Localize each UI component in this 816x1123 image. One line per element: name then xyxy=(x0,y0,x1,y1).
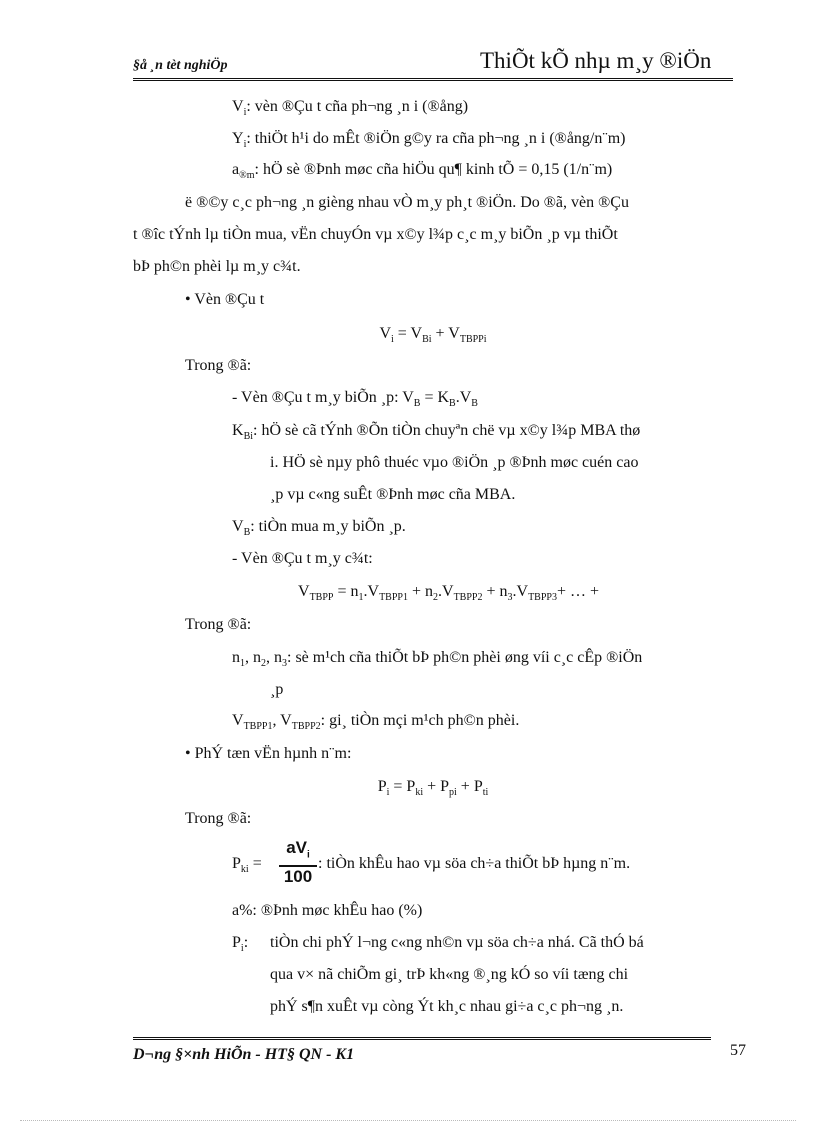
header-left-title: §å ¸n tèt nghiÖp xyxy=(133,58,228,73)
pki-description: : tiÒn khÊu hao vµ söa ch÷a thiÕt bÞ hµng n¨m. xyxy=(318,855,631,872)
page-number: 57 xyxy=(730,1042,746,1059)
def-vi: $V_i$: vèn ®Çu t cña ph¬ng ¸n i (®ång) xyxy=(232,98,469,119)
trong-do-1: Trong ®ã: xyxy=(185,357,252,374)
pki-lhs: $P_{ki}$ = xyxy=(232,855,262,876)
bullet-operating-cost: • PhÝ tæn vËn hµnh n¨m: xyxy=(185,745,352,762)
def-kbi-line-3: ¸p vµ c«ng suÊt ®Þnh møc cña MBA. xyxy=(270,486,516,503)
def-kbi: $K_{Bi}$: hÖ sè cã tÝnh ®Õn tiÒn chuyªn chë vµ x©y l¾p MBA thø xyxy=(232,422,641,443)
def-kbi-line-2: i. HÖ sè nµy phô thuéc vµo ®iÖn ¸p ®Þnh møc cuén cao xyxy=(270,454,639,471)
def-pi-line-3: phÝ s¶n xuÊt vµ còng Ýt kh¸c nhau gi÷a c¸c ph¬ng ¸n. xyxy=(270,998,624,1015)
equation-vi: $V_i = V_{Bi} + V_{TBPPi}$ xyxy=(379,325,487,346)
def-n-line-2: ¸p xyxy=(270,681,284,698)
footer-author: D¬ng §×nh HiÕn - HT§ QN - K1 xyxy=(133,1046,355,1063)
trong-do-3: Trong ®ã: xyxy=(185,810,252,827)
fraction-avi-over-100 xyxy=(278,838,318,887)
footer-divider xyxy=(133,1037,711,1040)
paragraph-line-3: bÞ ph©n phèi lµ m¸y c¾t. xyxy=(133,258,301,275)
equation-pi: $P_i = P_{ki} + P_{pi} + P_{ti}$ xyxy=(377,778,489,799)
header-right-title: ThiÕt kÕ nhµ m¸y ®iÖn xyxy=(480,48,712,73)
def-vtbpp: $V_{TBPP1}$, $V_{TBPP2}$: gi¸ tiÒn mçi m¹ch ph©n phèi. xyxy=(232,712,520,733)
def-yi: $Y_i$: thiÖt h¹i do mÊt ®iÖn g©y ra cña ph¬ng ¸n i (®ång/n¨m) xyxy=(232,130,626,151)
def-adm: $a_{®m}$: hÖ sè ®Þnh møc cña hiÖu qu¶ kinh tÕ = 0,15 (1/n¨m) xyxy=(232,161,613,182)
paragraph-line-1: ë ®©y c¸c ph¬ng ¸n gièng nhau vÒ m¸y ph¸t ®iÖn. Do ®ã, vèn ®Çu xyxy=(185,194,629,211)
trong-do-2: Trong ®ã: xyxy=(185,616,252,633)
def-pi-line-1: tiÒn chi phÝ l¬ng c«ng nh©n vµ söa ch÷a nhá. Cã thÓ bá xyxy=(270,934,644,951)
fraction-denominator: 100 xyxy=(283,867,313,887)
page-bottom-border xyxy=(20,1120,796,1121)
paragraph-line-2: t ®îc tÝnh lµ tiÒn mua, vËn chuyÓn vµ x©y l¾p c¸c m¸y biÕn ¸p vµ thiÕt xyxy=(133,226,618,243)
def-a-percent: a%: ®Þnh møc khÊu hao (%) xyxy=(232,902,423,919)
def-pi-line-2: qua v× nã chiÕm gi¸ trÞ kh«ng ®¸ng kÓ so víi tæng chi xyxy=(270,966,629,983)
def-vb: $V_B$: tiÒn mua m¸y biÕn ¸p. xyxy=(232,518,406,539)
def-transformer-cost: - Vèn ®Çu t m¸y biÕn ¸p: $V_B = K_B.V_B$ xyxy=(232,389,478,410)
equation-vtbpp: $V_{TBPP} = n_1.V_{TBPP1} + n_2.V_{TBPP2} + n_3.V_{TBPP3}+$ … + xyxy=(298,583,600,604)
header-divider xyxy=(133,78,733,81)
def-n: $n_1$, $n_2$, $n_3$: sè m¹ch cña thiÕt bÞ ph©n phèi øng víi c¸c cÊp ®iÖn xyxy=(232,649,643,670)
def-breaker-cost: - Vèn ®Çu t m¸y c¾t: xyxy=(232,550,373,567)
bullet-investment: • Vèn ®Çu t xyxy=(185,291,265,308)
def-pi-label: $P_i$: xyxy=(232,934,249,955)
fraction-numerator: $aV_i$ xyxy=(286,838,310,861)
